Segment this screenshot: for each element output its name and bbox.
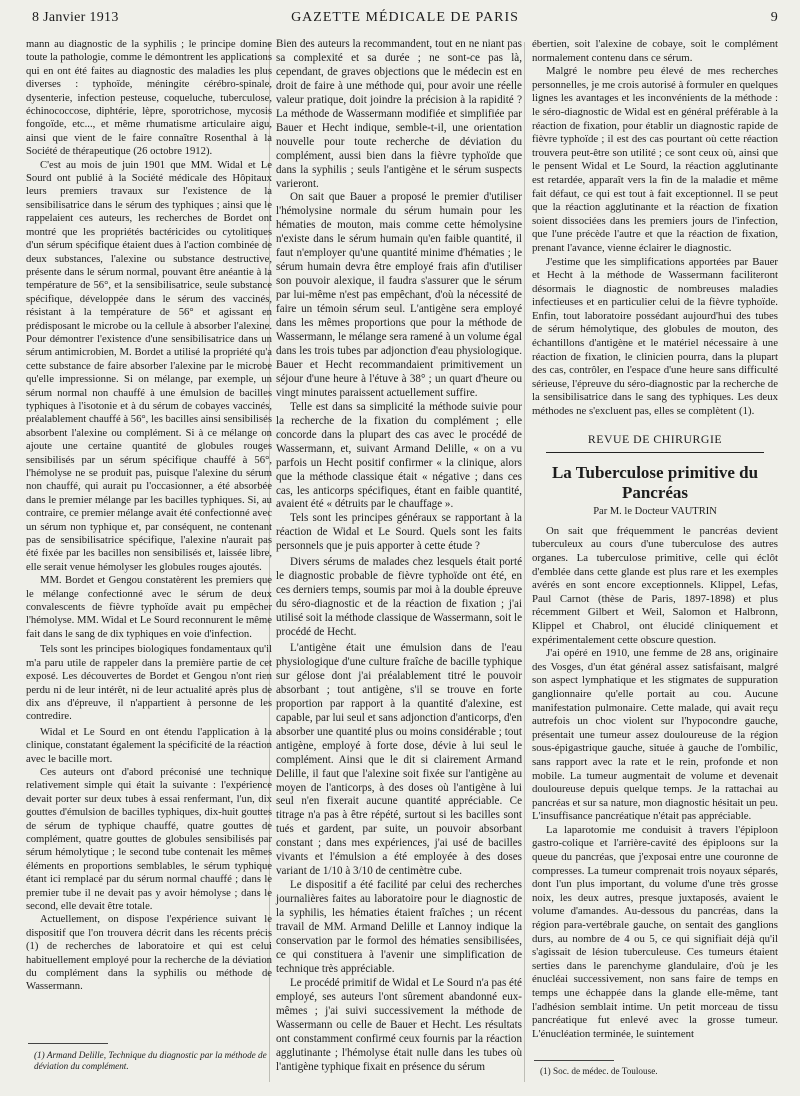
paragraph: MM. Bordet et Gengou constatèrent les premiers que le mélange confectionné avec le sérum de deux convalescents de fièvre typhoïde avait pu empêcher l'hémolyse. MM. Widal et Le Sourd reconnurent le même fait dans le sang de dix typhiques en voie d'infection. (26, 575, 272, 640)
footnote: (1) Armand Delille, Technique du diagnostic par la méthode de déviation du complément. (34, 1050, 267, 1071)
paragraph: Bien des auteurs la recommandent, tout en ne niant pas sa complexité et sa durée ; ne sont-ce pas là, cependant, de graves objections que le médecin est en droit de faire à une méthode qui, pour avoir une réelle valeur pratique, doit joindre la précision à la rapidité ? La méthode de Wassermann modifiée et simplifiée par Bauer et Hecht indique, semble-t-il, une orientation nouvelle pour toute recherche de déviation du complément, aussi bien dans la fièvre typhoïde que dans la syphilis ; seuls l'antigène et le sérum suspects varieront. (276, 38, 522, 190)
page-number: 9 (770, 10, 778, 25)
page-header (28, 10, 782, 34)
paragraph: Widal et Le Sourd en ont étendu l'application à la clinique, constatant également la spécificité de la réaction avec le bacille mort. (26, 726, 272, 765)
issue-date: 8 Janvier 1913 (32, 10, 119, 25)
section-heading: REVUE DE CHIRURGIE (587, 431, 723, 446)
column-1 (26, 38, 272, 994)
paragraph: Tels sont les principes généraux se rapportant à la réaction de Widal et Le Sourd. Quels sont les faits personnels que je puis apporter à cette étude ? (276, 512, 522, 553)
paragraph: La laparotomie me conduisit à travers l'épiploon gastro-colique et l'arrière-cavité des épiploons sur la queue du pancréas, que j'exposai entre une couronne de compresses. La tumeur comprenait trois noyaux séparés, dont l'un plus important, du volume d'une très grosse noix, les deux autres, presque juxtaposés, avaient le volume d'amandes. Au-dessous du pancréas, dans la région para-vertébrale gauche, on sentait des ganglions durs, au nombre de 4 ou 5, ce qui signifiait déjà qu'il s'agissait de lésion tuberculeuse. Ces tumeurs étaient serties dans le parenchyme glandulaire, d'où je les énucléai successivement, non sans faire de temps en temps une échappée dans la glande elle-même, tant l'adhésion semblait intime. Un petit morceau de tissu pancréatique fut enlevé avec la grosse tumeur. L'énucléation terminée, le suintement (532, 823, 778, 1040)
paragraph: J'estime que les simplifications apportées par Bauer et Hecht à la méthode de Wassermann faciliteront désormais le diagnostic de nombreuses maladies infectieuses et en particulier celui de la fièvre typhoïde. Enfin, tout laboratoire possédant aujourd'hui des tubes de sérum hémolytique, des globules de mouton, des échantillons d'antigène et le matériel nécessaire à une réaction de fixation, le clinicien pourra, dans la plupart des cas, contrôler, en l'espace d'une heure sans difficulté sérieuse, l'épreuve du séro-diagnostic par la recherche de la sensibilisatrice dans le sang des typhiques. Les deux méthodes ne s'excluent pas, elles se complètent (1). (532, 255, 778, 418)
article-author: Par M. le Docteur VAUTRIN (593, 506, 717, 518)
paragraph: Tels sont les principes biologiques fondamentaux qu'il m'a paru utile de rappeler dans la première partie de cet exposé. Les découvertes de Bordet et Gengou n'ont rien perdu ni de leur intérêt, ni de leur actualité après plus de dix ans d'épreuve, il n'appartient à personne de les contredire. (26, 644, 272, 723)
paragraph: Divers sérums de malades chez lesquels était porté le diagnostic probable de fièvre typhoïde ont été, en ces derniers temps, soumis par moi à la double épreuve du séro-diagnostic et de la réaction de fixation ; j'ai utilisé soit la méthode classique de Wassermann, soit le procédé de Hecht. (276, 556, 522, 639)
paragraph: Malgré le nombre peu élevé de mes recherches personnelles, je me crois autorisé à formuler en quelques lignes les avantages et les inconvénients de la méthode : le séro-diagnostic de Widal est en général préférable à la réaction de fixation, pour établir un diagnostic rapide de fièvre typhoïde ; il est des cas pourtant où cette réaction trouvera peut-être son utilité ; ce sont ceux où, ainsi que le pensent Widal et Le Sourd, la réaction agglutinante est retardée, apparaît vers la fin de la maladie et même fait défaut, ce qui est tout à fait exceptionnel. Il se peut que la réaction agglutinante et la réaction de fixation soient dissociées dans les premiers jours de l'infection, que l'une précède l'autre et que la réaction de fixation, prenant l'avance, vienne éclairer le diagnostic. (532, 65, 778, 254)
section-rule (546, 452, 764, 453)
column-2 (276, 38, 522, 1075)
footnote-rule (28, 1043, 108, 1044)
paragraph: Le procédé primitif de Widal et Le Sourd n'a pas été employé, ses auteurs l'ont sûrement abandonné eux-mêmes ; j'ai suivi successivement la méthode de Wassermann ou celle de Bauer et Hecht. Les résultats ont constamment confirmé ceux fournis par la réaction agglutinante ; l'hémolyse était nulle dans les tubes où l'antigène typhique fixait en présence du sérum (276, 976, 522, 1073)
paragraph: Telle est dans sa simplicité la méthode suivie pour la recherche de la fixation du complément ; elle concorde dans la plupart des cas avec le procédé de Wassermann, et, suivant Armand Delille, « on a vu parfois un Hecht positif confirmer « la clinique, alors que la méthode classique était « négative ; dans ces cas, les anticorps spécifiques, étant en faible quantité, avaient été « détruits par le chauffage ». (276, 400, 522, 511)
footnote-rule (534, 1060, 614, 1061)
paragraph: On sait que fréquemment le pancréas devient tuberculeux au cours d'une tuberculose des autres organes. La tuberculose primitive, celle qui éclôt d'emblée dans cette glande est plus rare et les exemples avérés en sont encore exceptionnels. Klippel, Lefas, Paul Carnot (thèse de Paris, 1897-1898) et plus récemment Gilbert et Weil, Salomon et Halbronn, Klippel et Chabrol, ont élucidé cliniquement et expérimentalement cette obscure question. (532, 524, 778, 646)
article-title: La Tuberculose primitive du Pancréas (551, 463, 759, 503)
column-divider (524, 42, 525, 1082)
journal-title: GAZETTE MÉDICALE DE PARIS (291, 10, 519, 25)
paragraph: C'est au mois de juin 1901 que MM. Widal et Le Sourd ont publié à la Société médicale des Hôpitaux leurs premiers travaux sur l'existence de la sensibilisatrice dans le sérum des typhiques ; ainsi que le rappelaient ces auteurs, les recherches de Bordet ont montré que les propriétés bactéricides ou cytolitiques d'un sérum spécifique étaient dues à l'action combinée de deux substances, l'alexine ou substance destructive, présente dans le sérum normal, pouvant être anéantie à la température de 56°, et la sensibilisatrice, seule substance spécifique, développée dans le sérum des vaccinés, résistant à la température de 56° et agissant en prédisposant le microbe ou la cellule à absorber l'alexine. Pour démontrer l'existence d'une sensibilisatrice dans un sérum antimicrobien, M. Bordet a utilisé la propriété qu'a cette substance de faire absorber l'alexine par le microbe qu'elle impressionne. Si on mélange, par exemple, un sérum normal non chauffé à une émulsion de bacilles typhiques à l'isotonie et à du sérum de cobayes vaccinés, préalablement chauffé à 56°, les bacilles ainsi sensibilisés absorbent l'alexine ou complément. Si à ce mélange on ajoute une certaine quantité de globules rouges sensibilisés par un sérum spécifique chauffé à 56°, l'hémolyse ne se produit pas, puisque l'alexine du sérum non chauffé, qui aurait pu l'occasionner, a été absorbée dans le premier mélange par les bacilles typhiques. Si, au contraire, ce premier mélange avait été confectionné avec un sérum non typhique et, par conséquent, ne contenant pas de sensibilisatrice spécifique, l'alexine n'aurait pas été fixée par les bacilles non sensibilisés et, laissée libre, elle serait venue hémolyser les globules rouges ajoutés. (26, 159, 272, 573)
paragraph: Actuellement, on dispose l'expérience suivant le dispositif que l'on trouvera décrit dans les récents précis (1) de recherches de laboratoire et qui est celui habituellement employé pour la recherche de la déviation du complément dans la syphilis ou méthode de Wassermann. (26, 914, 272, 993)
paragraph: mann au diagnostic de la syphilis ; le principe domine toute la pathologie, comme le démontrent les applications qui en ont été faites au diagnostic des maladies les plus diverses : typhoïde, méningite cérébro-spinale, dysenterie, infection pesteuse, coqueluche, tuberculose, échinococcose, diphtérie, lèpre, sporotrichose, mycosis fongoïde, etc..., et même rhumatisme articulaire aigu, ainsi que vient de le faire connaître Rosenthal à la Société de thérapeutique (26 octobre 1912). (26, 39, 272, 158)
paragraph: Ces auteurs ont d'abord préconisé une technique relativement simple qui était la suivante : l'expérience devait porter sur deux tubes à essai renfermant, l'un, dix gouttes d'émulsion de bacilles typhiques, dix-huit gouttes de sérum de typhique chauffé, quatre gouttes de complément, quatre gouttes de globules sensibilisés par sérum hémolytique ; le second tube contenait les mêmes éléments en proportions semblables, le sérum typhique étant ici remplacé par du sérum normal chauffé ; dans le premier tube il ne devait pas y avoir hémolyse ; dans le second, elle devait être totale. (26, 766, 272, 912)
paragraph: J'ai opéré en 1910, une femme de 28 ans, originaire des Vosges, d'un état général assez satisfaisant, malgré son aspect lymphatique et les stigmates de suppuration ganglionnaire qu'elle portait au cou. Aucune manifestation pulmonaire. Cette malade, qui avait reçu autrefois un choc violent sur l'hypocondre gauche, présentait une tumeur assez douloureuse de la région sous-épigastrique gauche, située à gauche de l'ombilic, sans rapport avec la rate et le rein, profonde et non mobile. La tumeur augmentait de volume et devenait douloureuse depuis quelque temps. Je la rattachai au pancréas et sur sa nature, mon diagnostic hésitait un peu. L'insuffisance pancréatique n'était pas appréciable. (532, 647, 778, 823)
footnote: (1) Soc. de médec. de Toulouse. (540, 1066, 658, 1076)
paragraph: L'antigène était une émulsion dans de l'eau physiologique d'une culture fraîche de bacille typhique sur gélose dont j'ai préalablement titré le pouvoir absorbant ; tout antigène, s'il se trouve en forte proportion par rapport à la quantité d'alexine, est capable, par lui seul et sans adjonction d'anticorps, d'en absorber une quantité plus ou moins considérable ; tout antigène, employé à forte dose, dévie à lui seul le complément. Ainsi que le dit si clairement Armand Delille, il faut que l'alexine soit fixée sur l'antigène au moyen de l'anticorps, à des doses où l'antigène à lui seul n'en fixerait aucune quantité appréciable. Ce titrage n'a pas à être répété, surtout si les bacilles sont tués et gardent, par suite, un pouvoir absorbant constant ; dans mes expériences, j'ai usé de bacilles vivants et l'émulsion a été employée à des doses variant de 1/10 à 3/10 de centimètre cube. (276, 641, 522, 878)
paragraph: ébertien, soit l'alexine de cobaye, soit le complément normalement contenu dans ce sérum. (532, 38, 778, 64)
paragraph: On sait que Bauer a proposé le premier d'utiliser l'hémolysine normale du sérum humain pour les hématies de mouton, mais comme cette hémolysine n'existe dans le sérum humain qu'en faible quantité, il faut n'employer qu'une quantité minime d'hématies ; le sérum humain devra être employé frais afin d'utiliser son pouvoir alexique, il faudra s'assurer que le sérum par lui-même n'est pas empêchant, d'où la nécessité de faire un témoin sérum seul. L'antigène sera employé dans les mêmes proportions que pour la méthode de Wassermann, le mélange sera ramené à un volume égal dans les trois tubes par adjonction d'eau physiologique. Bauer et Hecht recommandaient primitivement un séjour d'une heure à l'étuve à 38° ; un quart d'heure ou vingt minutes paraissent actuellement suffire. (276, 191, 522, 399)
column-3 (532, 38, 778, 1041)
paragraph: Le dispositif a été facilité par celui des recherches journalières faites au laboratoire pour le diagnostic de la syphilis, les hématies étaient fraîches ; un récent travail de MM. Armand Delille et Lannoy indique la conservation par le formol des hématies sensibilisées, ce qui constituera à l'avenir une simplification de technique très appréciable. (276, 879, 522, 975)
